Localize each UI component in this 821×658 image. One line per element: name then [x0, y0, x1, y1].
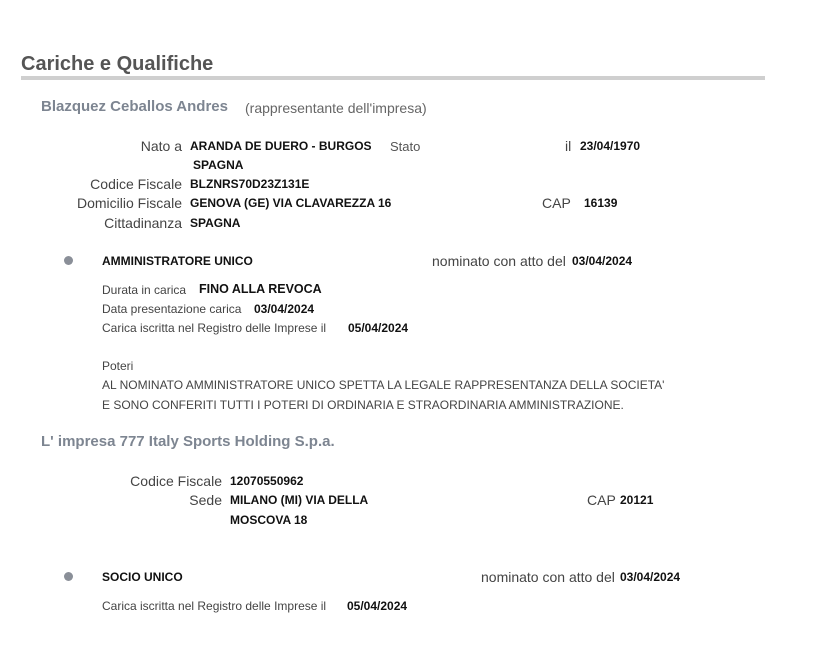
- citizenship-label: Cittadinanza: [104, 215, 182, 231]
- bullet-icon: [64, 256, 73, 265]
- nominated-label: nominato con atto del: [481, 569, 615, 585]
- company-seat-line-2: MOSCOVA 18: [230, 513, 308, 527]
- office-title: SOCIO UNICO: [102, 570, 183, 584]
- powers-line-1: AL NOMINATO AMMINISTRATORE UNICO SPETTA LA LEGALE RAPPRESENTANZA DELLA SOCIETA': [102, 378, 665, 392]
- company-seat-line-1: MILANO (MI) VIA DELLA: [230, 493, 369, 507]
- powers-label: Poteri: [102, 359, 134, 373]
- nominated-date: 03/04/2024: [572, 254, 633, 268]
- company-cap-label: CAP: [587, 492, 616, 508]
- birth-label: Nato a: [140, 138, 182, 154]
- nominated-date: 03/04/2024: [620, 570, 681, 584]
- company-seat-label: Sede: [189, 492, 222, 508]
- fiscal-code-label: Codice Fiscale: [90, 176, 182, 192]
- cap-value: 16139: [584, 196, 618, 210]
- birth-date: 23/04/1970: [580, 139, 641, 153]
- state-label: Stato: [390, 139, 421, 154]
- nominated-label: nominato con atto del: [432, 253, 566, 269]
- birth-date-label: il: [565, 138, 572, 154]
- citizenship-value: SPAGNA: [190, 216, 241, 230]
- person-name: Blazquez Ceballos Andres: [41, 98, 228, 115]
- submission-date-label: Data presentazione carica: [102, 302, 242, 316]
- fiscal-domicile-label: Domicilio Fiscale: [76, 195, 182, 211]
- fiscal-domicile-value: GENOVA (GE) VIA CLAVAREZZA 16: [190, 196, 392, 210]
- duration-value: FINO ALLA REVOCA: [199, 282, 322, 296]
- section-title: Cariche e Qualifiche: [21, 53, 214, 75]
- company-fiscal-code-value: 12070550962: [230, 474, 304, 488]
- section-divider: [21, 76, 765, 80]
- registered-value: 05/04/2024: [348, 321, 409, 335]
- submission-date-value: 03/04/2024: [254, 302, 315, 316]
- person-role: (rappresentante dell'impresa): [245, 100, 427, 116]
- bullet-icon: [64, 572, 73, 581]
- company-cap-value: 20121: [620, 493, 654, 507]
- company-name: L' impresa 777 Italy Sports Holding S.p.a.: [41, 433, 335, 450]
- fiscal-code-value: BLZNRS70D23Z131E: [190, 177, 310, 191]
- registered-value: 05/04/2024: [347, 599, 408, 613]
- registered-label: Carica iscritta nel Registro delle Imprese il: [102, 599, 327, 613]
- registered-label: Carica iscritta nel Registro delle Imprese il: [102, 321, 327, 335]
- company-fiscal-code-label: Codice Fiscale: [130, 473, 222, 489]
- birth-place: ARANDA DE DUERO - BURGOS: [190, 139, 372, 153]
- duration-label: Durata in carica: [102, 283, 187, 297]
- powers-line-2: E SONO CONFERITI TUTTI I POTERI DI ORDINARIA E STRAORDINARIA AMMINISTRAZIONE.: [102, 398, 624, 412]
- state-value: SPAGNA: [193, 158, 244, 172]
- office-title: AMMINISTRATORE UNICO: [102, 254, 253, 268]
- cap-label: CAP: [542, 195, 571, 211]
